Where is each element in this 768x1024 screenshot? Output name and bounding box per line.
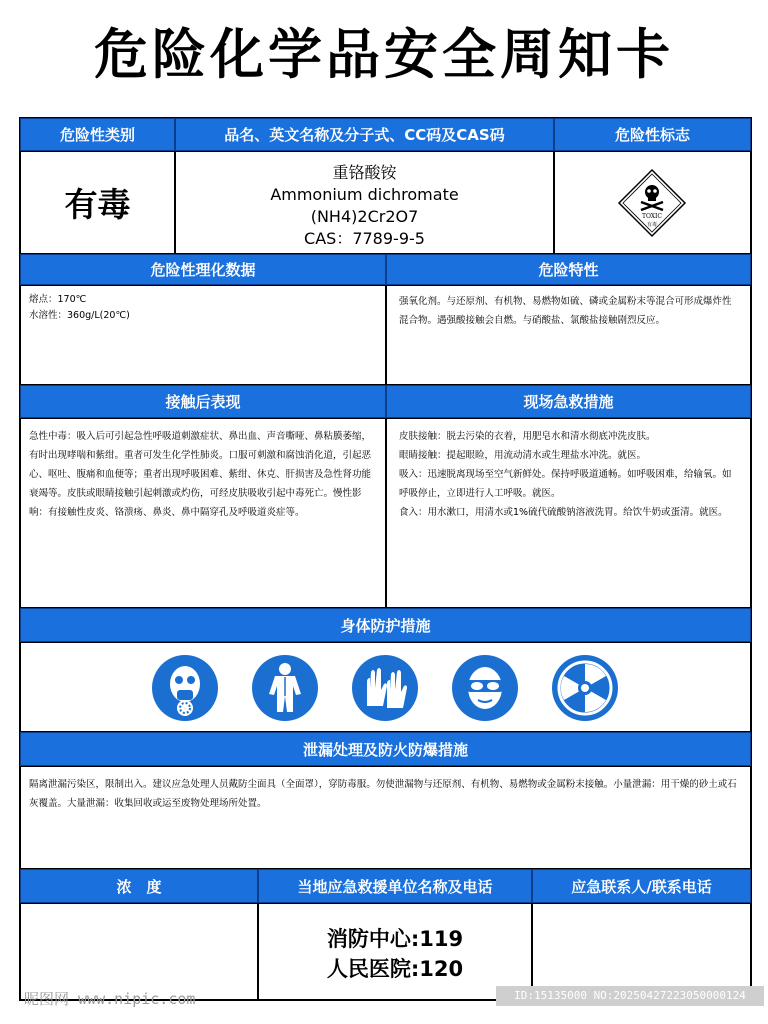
header-name: 品名、英文名称及分子式、CC码及CAS码: [175, 118, 554, 151]
leak-header: 泄漏处理及防火防爆措施: [20, 732, 751, 766]
hazard-props-cell: [386, 285, 751, 385]
protection-cell: [20, 642, 751, 732]
substance-name-cn: 重铬酸铵: [332, 163, 397, 182]
rescue-line: 消防中心:119: [326, 927, 464, 951]
physchem-header: 危险性理化数据: [20, 254, 386, 285]
contact-header: 应急联系人/联系电话: [532, 869, 751, 903]
first-aid-line: 皮肤接触：脱去污染的衣着，用肥皂水和清水彻底冲洗皮肤。: [399, 431, 656, 442]
hazard-category-cell: [20, 151, 175, 254]
toxic-sign-label-cn: 有毒: [646, 222, 658, 228]
gloves-icon: [351, 654, 419, 722]
substance-cell: [175, 151, 554, 254]
watermark-right: ID:15135000 NO:20250427223050000124: [496, 986, 764, 1006]
concentration-header: 浓 度: [20, 869, 258, 903]
hazard-category: 有毒: [64, 185, 131, 224]
first-aid-line: 吸入：迅速脱离现场至空气新鲜处。保持呼吸道通畅。如呼吸困难，给输氧。如呼吸停止，立即进行人工呼吸。就医。: [399, 469, 732, 499]
leak-cell: [20, 766, 751, 869]
physchem-line: 熔点：170℃: [29, 294, 87, 305]
physchem-line: 水溶性：360g/L(20℃): [29, 310, 130, 321]
protection-header: 身体防护措施: [20, 608, 751, 642]
physchem-cell: [20, 285, 386, 385]
leak-text: 隔离泄漏污染区，限制出入。建议应急处理人员戴防尘面具（全面罩），穿防毒服。勿使泄漏物与还原剂、有机物、易燃物或金属粉末接触。小量泄漏：用干燥的砂土或石灰覆盖。大量泄漏：收集回收或运至废物处理场所处置。: [29, 779, 737, 809]
substance-formula: (NH4)2Cr2O7: [310, 207, 419, 226]
first-aid-line: 眼睛接触：提起眼睑，用流动清水或生理盐水冲洗。就医。: [399, 450, 647, 461]
protective-suit-icon: [251, 654, 319, 722]
first-aid-cell: [386, 418, 751, 608]
radiation-ventilation-icon: [551, 654, 619, 722]
rescue-header: 当地应急救援单位名称及电话: [258, 869, 532, 903]
exposure-header: 接触后表现: [20, 385, 386, 418]
header-sign: 危险性标志: [554, 118, 751, 151]
header-category: 危险性类别: [20, 118, 175, 151]
exposure-cell: [20, 418, 386, 608]
exposure-text: 急性中毒：吸入后可引起急性呼吸道刺激症状、鼻出血、声音嘶哑、鼻粘膜萎缩，有时出现哮喘和紫绀。重者可发生化学性肺炎。口服可刺激和腐蚀消化道，引起恶心、呕吐、腹痛和血便等；重者出现呼吸困难、紫绀、休克、肝损害及急性肾功能衰竭等。皮肤或眼睛接触引起刺激或灼伤，可经皮肤吸收引起中毒死亡。慢性影响：有接触性皮炎、铬溃疡、鼻炎、鼻中隔穿孔及呼吸道炎症等。: [29, 431, 372, 518]
hazard-props-header: 危险特性: [386, 254, 751, 285]
gas-mask-icon: [151, 654, 219, 722]
concentration-cell: [20, 903, 258, 1000]
sign-cell: [554, 151, 751, 254]
toxic-sign-label-en: TOXIC: [641, 213, 663, 220]
substance-cas: CAS：7789-9-5: [304, 229, 425, 248]
first-aid-line: 食入：用水漱口，用清水或1%硫代硫酸钠溶液洗胃。给饮牛奶或蛋清。就医。: [399, 507, 728, 518]
first-aid-header: 现场急救措施: [386, 385, 751, 418]
rescue-line: 人民医院:120: [326, 957, 464, 981]
rescue-cell: [258, 903, 532, 1000]
hazard-props-text: 强氧化剂。与还原剂、有机物、易燃物如硫、磷或金属粉末等混合可形成爆炸性混合物。遇强酸接触会自燃。与硝酸盐、氯酸盐接触剧烈反应。: [399, 296, 732, 326]
substance-name-en: Ammonium dichromate: [270, 185, 459, 204]
card-title: 危险化学品安全周知卡: [94, 23, 674, 86]
watermark-left: 昵图网 www.nipic.com: [24, 990, 196, 1008]
goggles-icon: [451, 654, 519, 722]
toxic-sign-icon: [617, 168, 687, 238]
